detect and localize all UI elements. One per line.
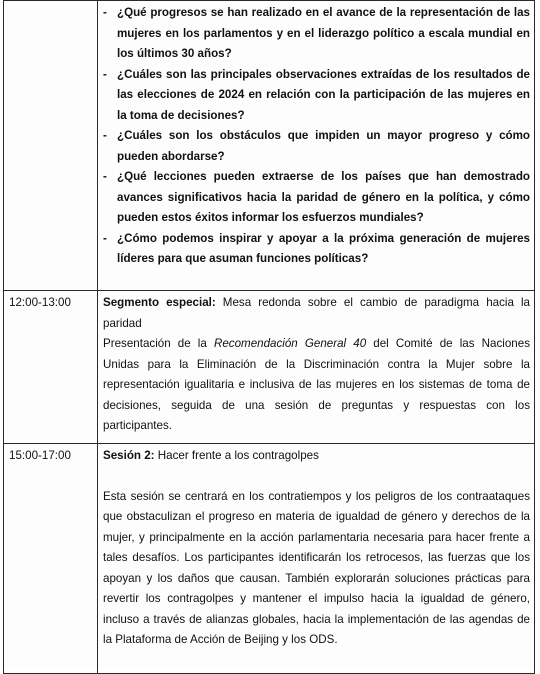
bullet-dash: - [103, 67, 107, 81]
spacer [103, 467, 530, 487]
description-text: Presentación de la [103, 337, 214, 350]
recommendation-title: Recomendación General 40 [213, 337, 367, 350]
special-segment-label: Segmento especial: [103, 296, 216, 309]
special-segment-heading [103, 293, 530, 334]
bullet-dash: - [103, 129, 107, 142]
question-item [103, 65, 530, 127]
description-text: del Comité de las Naciones Unidas para la Eliminación de la Discriminación contra la Mujer sobre la representación igualitaria e inclusiva de las mujeres en los sistemas de toma de decisiones, seguida de una sesión de preguntas y respuestas con los participantes. [103, 337, 530, 432]
question-text: ¿Cuáles son los obstáculos que impiden un mayor progreso y cómo pueden abordarse? [117, 129, 530, 163]
agenda-table [3, 0, 535, 674]
time-cell: 12:00-13:00 [4, 291, 98, 444]
special-segment-description [103, 334, 530, 437]
agenda-row-session-2 [4, 444, 535, 674]
bullet-dash: - [103, 6, 107, 19]
bullet-dash: - [103, 170, 107, 183]
session-2-description: Esta sesión se centrará en los contratiempos y los peligros de los contraataques que obstaculizan el progreso en materia de igualdad de género y derechos de la mujer, y principalmente en la acción parlamentaria necesaria para hacer frente a tales desafíos. Los participantes identificarán los retrocesos, las fuerzas que los apoyan y los daños que causan. También explorarán soluciones prácticas para revertir los contragolpes y mantener el impulso hacia la igualdad de género, incluso a través de alianzas globales, hacia la implementación de las agendas de la Plataforma de Acción de Beijing y los ODS. [103, 489, 530, 646]
special-segment-cell [98, 291, 535, 444]
session-2-label: Sesión 2: [103, 449, 155, 462]
session-2-title: Hacer frente a los contragolpes [154, 449, 319, 462]
question-item [103, 167, 530, 229]
agenda-row-questions [4, 1, 535, 291]
question-text: ¿Cuáles son las principales observaciones extraídas de los resultados de las elecciones de 2024 en relación con la participación de las mujeres en la toma de decisiones? [117, 67, 530, 122]
question-item [103, 3, 530, 65]
question-text: ¿Qué lecciones pueden extraerse de los países que han demostrado avances significativos hacia la paridad de género en la política, y cómo pueden estos éxitos informar los esfuerzos mundiales? [117, 170, 530, 224]
agenda-row-special-segment [4, 291, 535, 444]
bullet-dash: - [103, 231, 107, 245]
questions-cell [98, 1, 535, 291]
time-cell: 15:00-17:00 [4, 444, 98, 674]
session-2-heading [103, 446, 530, 467]
special-segment-title: Mesa redonda sobre el cambio de paradigma hacia la paridad [103, 296, 530, 330]
question-item [103, 229, 530, 270]
question-text: ¿Cómo podemos inspirar y apoyar a la próxima generación de mujeres líderes para que asuman funciones políticas? [117, 231, 530, 265]
session-2-cell [98, 444, 535, 674]
time-cell-empty [4, 1, 98, 291]
question-text: ¿Qué progresos se han realizado en el avance de la representación de las mujeres en los parlamentos y en el liderazgo político a escala mundial en los últimos 30 años? [117, 6, 530, 60]
questions-list [103, 3, 530, 270]
question-item [103, 126, 530, 167]
